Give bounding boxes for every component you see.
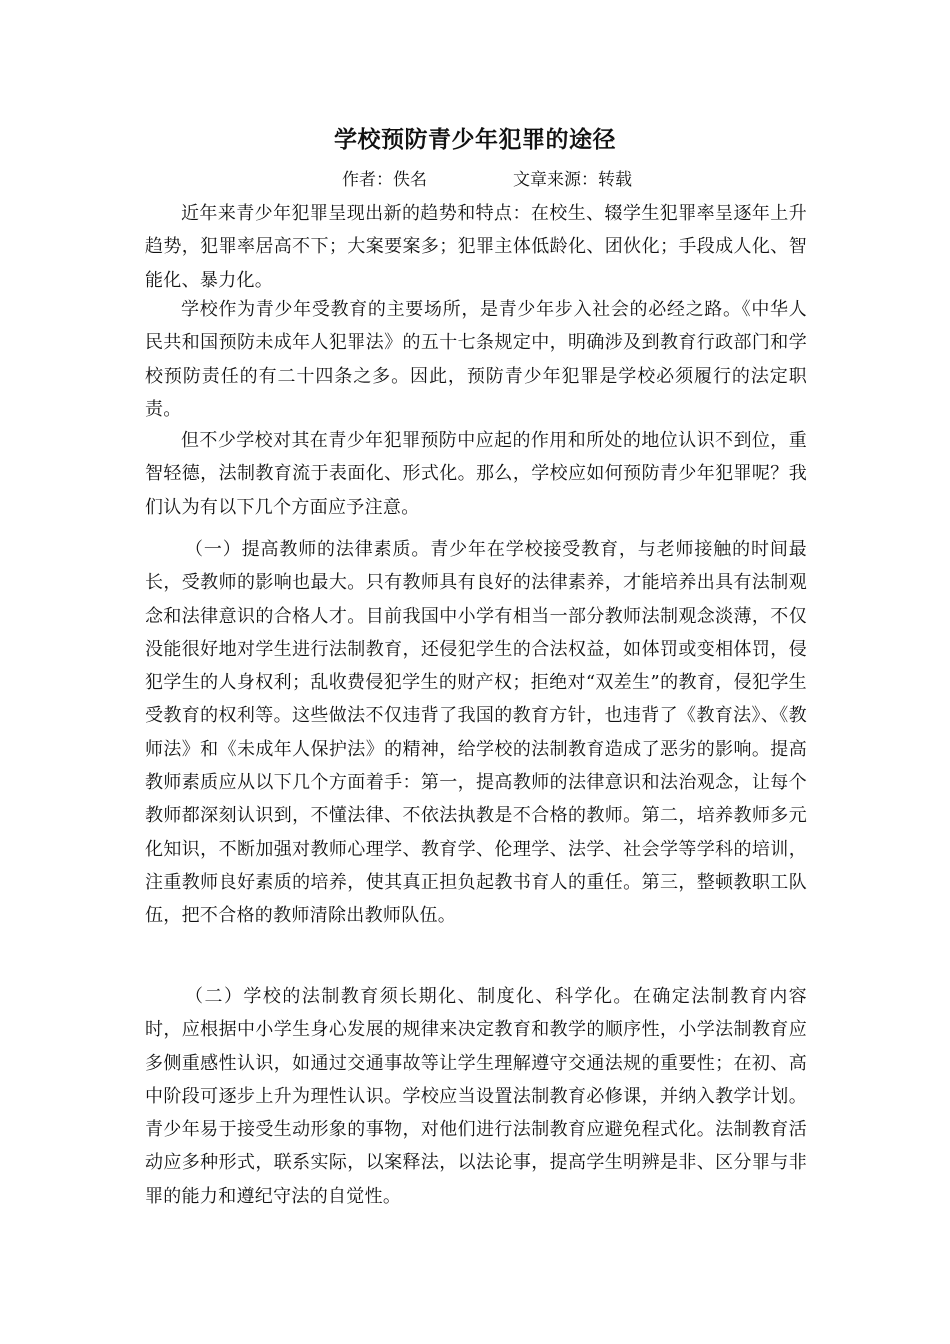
document-meta [0,166,950,194]
paragraph-section-two: （二）学校的法制教育须长期化、制度化、科学化。在确定法制教育内容时，应根据中小学生身心发展的规律来决定教育和教学的顺序性，小学法制教育应多侧重感性认识，如通过交通事故等让学生理解遵守交通法规的重要性；在初、高中阶段可逐步上升为理性认识。学校应当设置法制教育必修课，并纳入教学计划。青少年易于接受生动形象的事物，对他们进行法制教育应避免程式化。法制教育活动应多种形式，联系实际，以案释法，以法论事，提高学生明辨是非、区分罪与非罪的能力和遵纪守法的自觉性。 [145,986,807,1207]
author-line: 作者：佚名 [342,170,427,190]
paragraph-school-role: 学校作为青少年受教育的主要场所，是青少年步入社会的必经之路。《中华人民共和国预防未成年人犯罪法》的五十七条规定中，明确涉及到教育行政部门和学校预防责任的有二十四条之多。因此，预防青少年犯罪是学校必须履行的法定职责。 [145,299,807,420]
paragraph-intro-trends: 近年来青少年犯罪呈现出新的趋势和特点：在校生、辍学生犯罪率呈逐年上升趋势，犯罪率居高不下；大案要案多；犯罪主体低龄化、团伙化；手段成人化、智能化、暴力化。 [145,203,807,291]
document-title: 学校预防青少年犯罪的途径 [334,126,616,153]
paragraph-problems: 但不少学校对其在青少年犯罪预防中应起的作用和所处的地位认识不到位，重智轻德，法制教育流于表面化、形式化。那么，学校应如何预防青少年犯罪呢？我们认为有以下几个方面应予注意。 [145,430,807,518]
source-line: 文章来源：转载 [513,170,632,190]
paragraph-section-one: （一）提高教师的法律素质。青少年在学校接受教育，与老师接触的时间最长，受教师的影响也最大。只有教师具有良好的法律素养，才能培养出具有法制观念和法律意识的合格人才。目前我国中小学有相当一部分教师法制观念淡薄，不仅没能很好地对学生进行法制教育，还侵犯学生的合法权益，如体罚或变相体罚，侵犯学生的人身权利；乱收费侵犯学生的财产权；拒绝对“双差生”的教育，侵犯学生受教育的权利等。这些做法不仅违背了我国的教育方针，也违背了《教育法》、《教师法》和《未成年人保护法》的精神，给学校的法制教育造成了恶劣的影响。提高教师素质应从以下几个方面着手：第一，提高教师的法律意识和法治观念，让每个教师都深刻认识到，不懂法律、不依法执教是不合格的教师。第二，培养教师多元化知识，不断加强对教师心理学、教育学、伦理学、法学、社会学等学科的培训，注重教师良好素质的培养，使其真正担负起教书育人的重任。第三，整顿教职工队伍，把不合格的教师清除出教师队伍。 [145,539,807,927]
